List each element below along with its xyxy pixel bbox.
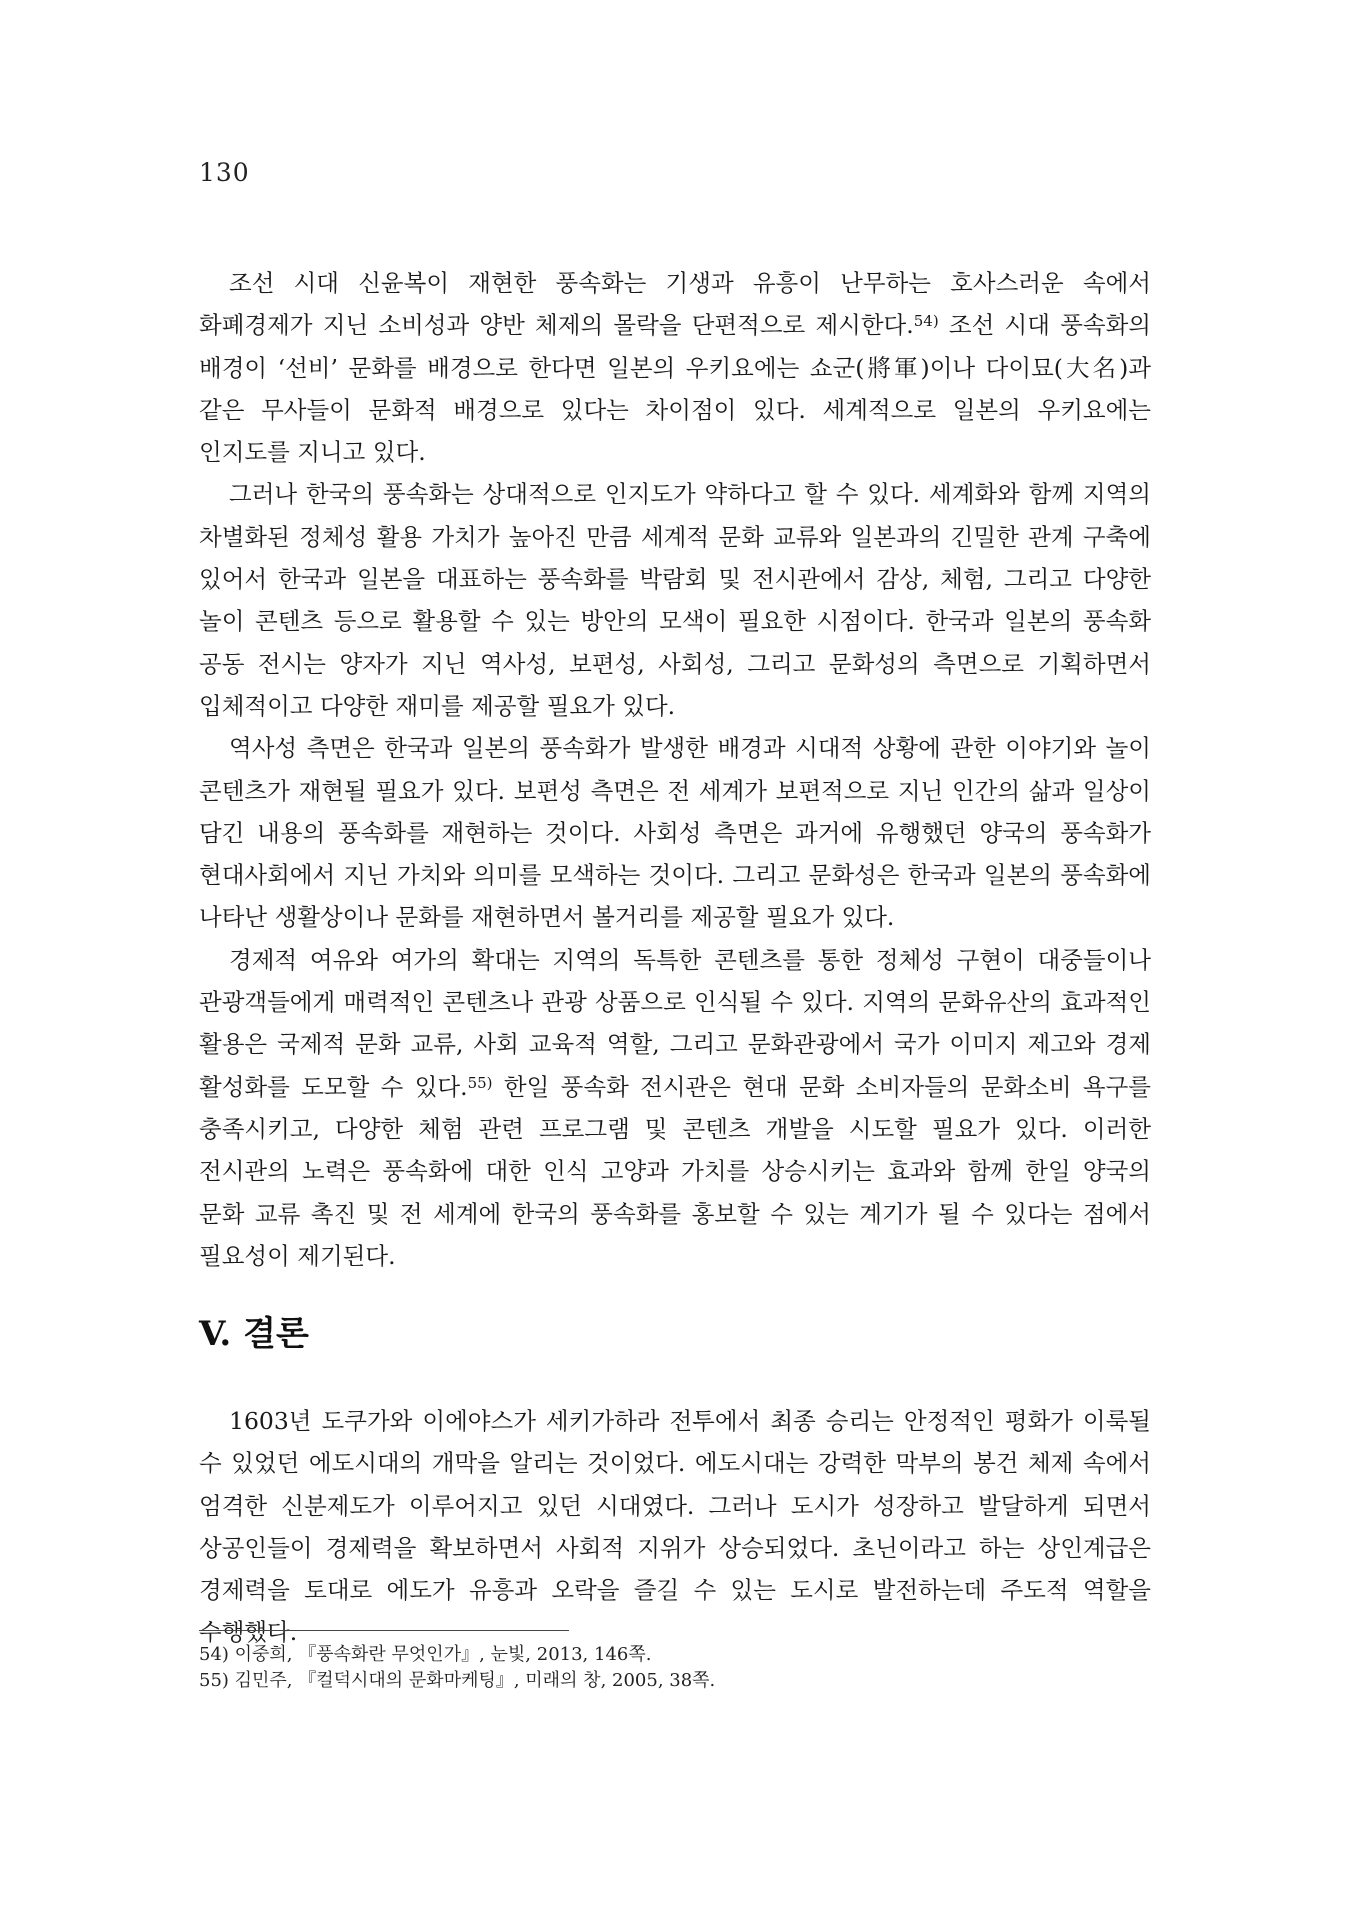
paragraph-text: 조선 시대 신윤복이 재현한 풍속화는 기생과 유흥이 난무하는 호사스러운 속에서 화폐경제가 지닌 소비성과 양반 체제의 몰락을 단편적으로 제시한다. bbox=[199, 269, 1151, 340]
paragraph-text: 한일 풍속화 전시관은 현대 문화 소비자들의 문화소비 욕구를 충족시키고, 다양한 체험 관련 프로그램 및 콘텐츠 개발을 시도할 필요가 있다. 이러한 전시관의 노력은 풍속화에 대한 인식 고양과 가치를 상승시키는 효과와 함께 한일 양국의 문화 교류 촉진 및 전 세계에 한국의 풍속화를 홍보할 수 있는 계기가 될 수 있다는 점에서 필요성이 제기된다. bbox=[199, 1072, 1152, 1270]
footnote: 55) 김민주, 『컬덕시대의 문화마케팅』, 미래의 창, 2005, 38쪽. bbox=[199, 1670, 716, 1691]
paragraph bbox=[199, 727, 1151, 938]
paragraph bbox=[199, 1400, 1151, 1654]
paragraph bbox=[199, 473, 1151, 727]
footnotes bbox=[199, 1642, 1151, 1694]
paragraph-text: 조선 시대 풍속화의 배경이 ‘선비’ 문화를 배경으로 한다면 일본의 우키요에는 쇼군(將軍)이나 다이묘(大名)과 같은 무사들이 문화적 배경으로 있다는 차이점이 있다. 세계적으로 일본의 우키요에는 인지도를 지니고 있다. bbox=[199, 311, 1151, 467]
page-number: 130 bbox=[199, 158, 250, 187]
paragraph-text: 경제적 여유와 여가의 확대는 지역의 독특한 콘텐츠를 통한 정체성 구현이 대중들이나 관광객들에게 매력적인 콘텐츠나 관광 상품으로 인식될 수 있다. 지역의 문화유산의 효과적인 활용은 국제적 문화 교류, 사회 교육적 역할, 그리고 문화관광에서 국가 이미지 제고와 경제 활성화를 도모할 수 있다. bbox=[199, 945, 1151, 1101]
footnote: 54) 이중희, 『풍속화란 무엇인가』, 눈빛, 2013, 146쪽. bbox=[199, 1644, 652, 1665]
body-section-conclusion bbox=[199, 1400, 1151, 1654]
paragraph-text: 그러나 한국의 풍속화는 상대적으로 인지도가 약하다고 할 수 있다. 세계화와 함께 지역의 차별화된 정체성 활용 가치가 높아진 만큼 세계적 문화 교류와 일본과의 긴밀한 관계 구축에 있어서 한국과 일본을 대표하는 풍속화를 박람회 및 전시관에서 감상, 체험, 그리고 다양한 놀이 콘텐츠 등으로 활용할 수 있는 방안의 모색이 필요한 시점이다. 한국과 일본의 풍속화 공동 전시는 양자가 지닌 역사성, 보편성, 사회성, 그리고 문화성의 측면으로 기획하면서 입체적이고 다양한 재미를 제공할 필요가 있다. bbox=[199, 480, 1151, 720]
body-section-main bbox=[199, 262, 1151, 1277]
paragraph bbox=[199, 939, 1151, 1277]
footnote-divider bbox=[199, 1630, 569, 1631]
footnote-ref: 55) bbox=[467, 1073, 493, 1092]
paragraph-text: 1603년 도쿠가와 이에야스가 세키가하라 전투에서 최종 승리는 안정적인 평화가 이룩될 수 있었던 에도시대의 개막을 알리는 것이었다. 에도시대는 강력한 막부의 봉건 체제 속에서 엄격한 신분제도가 이루어지고 있던 시대였다. 그러나 도시가 성장하고 발달하게 되면서 상공인들이 경제력을 확보하면서 사회적 지위가 상승되었다. 초닌이라고 하는 상인계급은 경제력을 토대로 에도가 유흥과 오락을 즐길 수 있는 도시로 발전하는데 주도적 역할을 수행했다. bbox=[199, 1407, 1151, 1647]
section-heading: V. 결론 bbox=[199, 1314, 309, 1354]
footnote-ref: 54) bbox=[913, 312, 939, 331]
paragraph-text: 역사성 측면은 한국과 일본의 풍속화가 발생한 배경과 시대적 상황에 관한 이야기와 놀이 콘텐츠가 재현될 필요가 있다. 보편성 측면은 전 세계가 보편적으로 지닌 인간의 삶과 일상이 담긴 내용의 풍속화를 재현하는 것이다. 사회성 측면은 과거에 유행했던 양국의 풍속화가 현대사회에서 지닌 가치와 의미를 모색하는 것이다. 그리고 문화성은 한국과 일본의 풍속화에 나타난 생활상이나 문화를 재현하면서 볼거리를 제공할 필요가 있다. bbox=[199, 734, 1151, 932]
paragraph bbox=[199, 262, 1151, 473]
